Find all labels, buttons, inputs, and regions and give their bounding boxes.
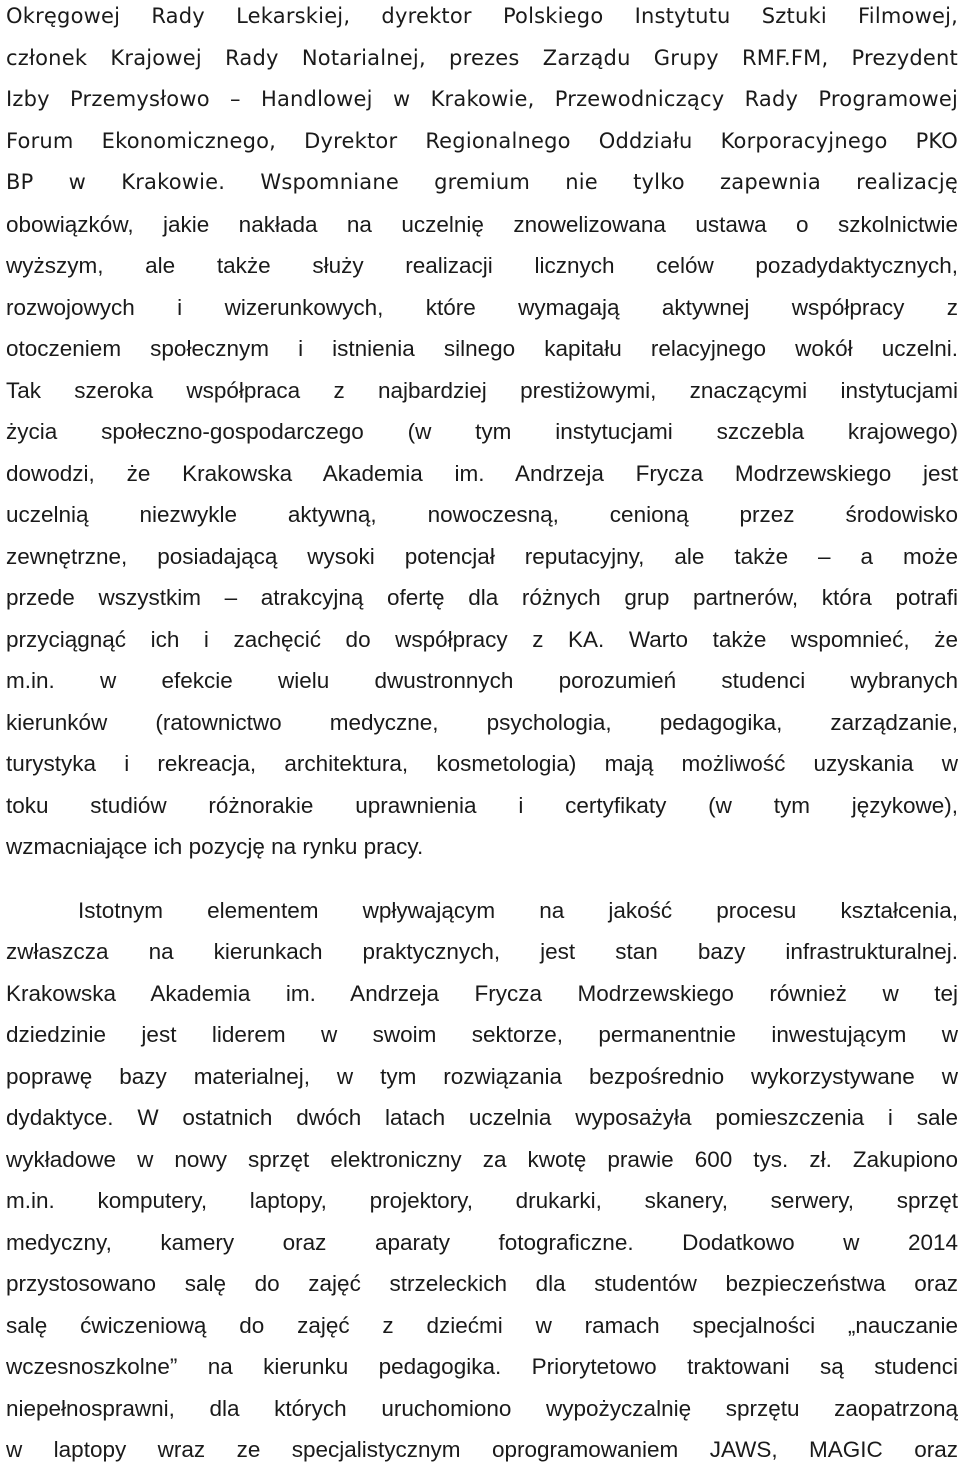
paragraph-2-line: wczesnoszkolne” na kierunku pedagogika. Priorytetowo traktowani są studenci bbox=[6, 1354, 958, 1379]
paragraph-2-line: medyczny, kamery oraz aparaty fotograficzne. Dodatkowo w 2014 bbox=[6, 1229, 958, 1255]
paragraph-1-line: dowodzi, że Krakowska Akademia im. Andrzeja Frycza Modrzewskiego jest bbox=[6, 460, 958, 486]
paragraph-1-line: członek Krajowej Rady Notarialnej, prezes Zarządu Grupy RMF.FM, Prezydent bbox=[6, 45, 958, 70]
paragraph-2-line: dydaktyce. W ostatnich dwóch latach uczelnia wyposażyła pomieszczenia i sale bbox=[6, 1105, 958, 1130]
paragraph-1-line: Okręgowej Rady Lekarskiej, dyrektor Polskiego Instytutu Sztuki Filmowej, bbox=[6, 4, 958, 28]
paragraph-2-line: poprawę bazy materialnej, w tym rozwiązania bezpośrednio wykorzystywane w bbox=[6, 1063, 958, 1089]
paragraph-1-line: zewnętrzne, posiadającą wysoki potencjał reputacyjny, ale także – a może bbox=[6, 543, 958, 569]
paragraph-2-line: Istotnym elementem wpływającym na jakość procesu kształcenia, bbox=[78, 897, 958, 923]
paragraph-1-line: turystyka i rekreacja, architektura, kosmetologia) mają możliwość uzyskania w bbox=[6, 751, 958, 776]
paragraph-1-line: uczelnią niezwykle aktywną, nowoczesną, cenioną przez środowisko bbox=[6, 502, 958, 527]
paragraph-1-line: rozwojowych i wizerunkowych, które wymagają aktywnej współpracy z bbox=[6, 294, 958, 320]
paragraph-1-line: m.in. w efekcie wielu dwustronnych porozumień studenci wybranych bbox=[6, 668, 958, 693]
paragraph-1-line: życia społeczno-gospodarczego (w tym instytucjami szczebla krajowego) bbox=[6, 419, 958, 444]
paragraph-1-line: Izby Przemysłowo – Handlowej w Krakowie, Przewodniczący Rady Programowej bbox=[6, 87, 958, 111]
paragraph-1-line: toku studiów różnorakie uprawnienia i certyfikaty (w tym językowe), bbox=[6, 792, 958, 818]
paragraph-1-line: Tak szeroka współpraca z najbardziej prestiżowymi, znaczącymi instytucjami bbox=[6, 377, 958, 403]
paragraph-1-line: wyższym, ale także służy realizacji licznych celów pozadydaktycznych, bbox=[6, 253, 958, 278]
paragraph-2-line: zwłaszcza na kierunkach praktycznych, jest stan bazy infrastrukturalnej. bbox=[6, 939, 958, 964]
paragraph-2 bbox=[6, 890, 958, 1471]
paragraph-1-line: otoczeniem społecznym i istnienia silnego kapitału relacyjnego wokół uczelni. bbox=[6, 336, 958, 361]
paragraph-2-line: w laptopy wraz ze specjalistycznym oprogramowaniem JAWS, MAGIC oraz bbox=[6, 1437, 958, 1462]
paragraph-1-line: kierunków (ratownictwo medyczne, psychologia, pedagogika, zarządzanie, bbox=[6, 709, 958, 735]
paragraph-gap bbox=[6, 868, 958, 890]
paragraph-2-line: dziedzinie jest liderem w swoim sektorze, permanentnie inwestującym w bbox=[6, 1022, 958, 1047]
document-page bbox=[6, 0, 958, 1471]
paragraph-1 bbox=[6, 0, 958, 868]
paragraph-1-line: wzmacniające ich pozycję na rynku pracy. bbox=[6, 834, 424, 859]
paragraph-2-line: m.in. komputery, laptopy, projektory, drukarki, skanery, serwery, sprzęt bbox=[6, 1188, 958, 1213]
paragraph-2-line: niepełnosprawni, dla których uruchomiono wypożyczalnię sprzętu zaopatrzoną bbox=[6, 1395, 958, 1421]
paragraph-2-line: przystosowano salę do zajęć strzeleckich dla studentów bezpieczeństwa oraz bbox=[6, 1271, 958, 1296]
paragraph-1-line: obowiązków, jakie nakłada na uczelnię znowelizowana ustawa o szkolnictwie bbox=[6, 211, 958, 237]
paragraph-1-line: przyciągnąć ich i zachęcić do współpracy z KA. Warto także wspomnieć, że bbox=[6, 626, 958, 652]
paragraph-2-line: salę ćwiczeniową do zajęć z dziećmi w ramach specjalności „nauczanie bbox=[6, 1312, 958, 1338]
paragraph-1-line: BP w Krakowie. Wspomniane gremium nie tylko zapewnia realizację bbox=[6, 170, 958, 194]
paragraph-1-line: Forum Ekonomicznego, Dyrektor Regionalnego Oddziału Korporacyjnego PKO bbox=[6, 128, 958, 153]
paragraph-2-line: Krakowska Akademia im. Andrzeja Frycza Modrzewskiego również w tej bbox=[6, 980, 958, 1006]
paragraph-1-line: przede wszystkim – atrakcyjną ofertę dla różnych grup partnerów, która potrafi bbox=[6, 585, 958, 610]
paragraph-2-line: wykładowe w nowy sprzęt elektroniczny za kwotę prawie 600 tys. zł. Zakupiono bbox=[6, 1146, 958, 1172]
